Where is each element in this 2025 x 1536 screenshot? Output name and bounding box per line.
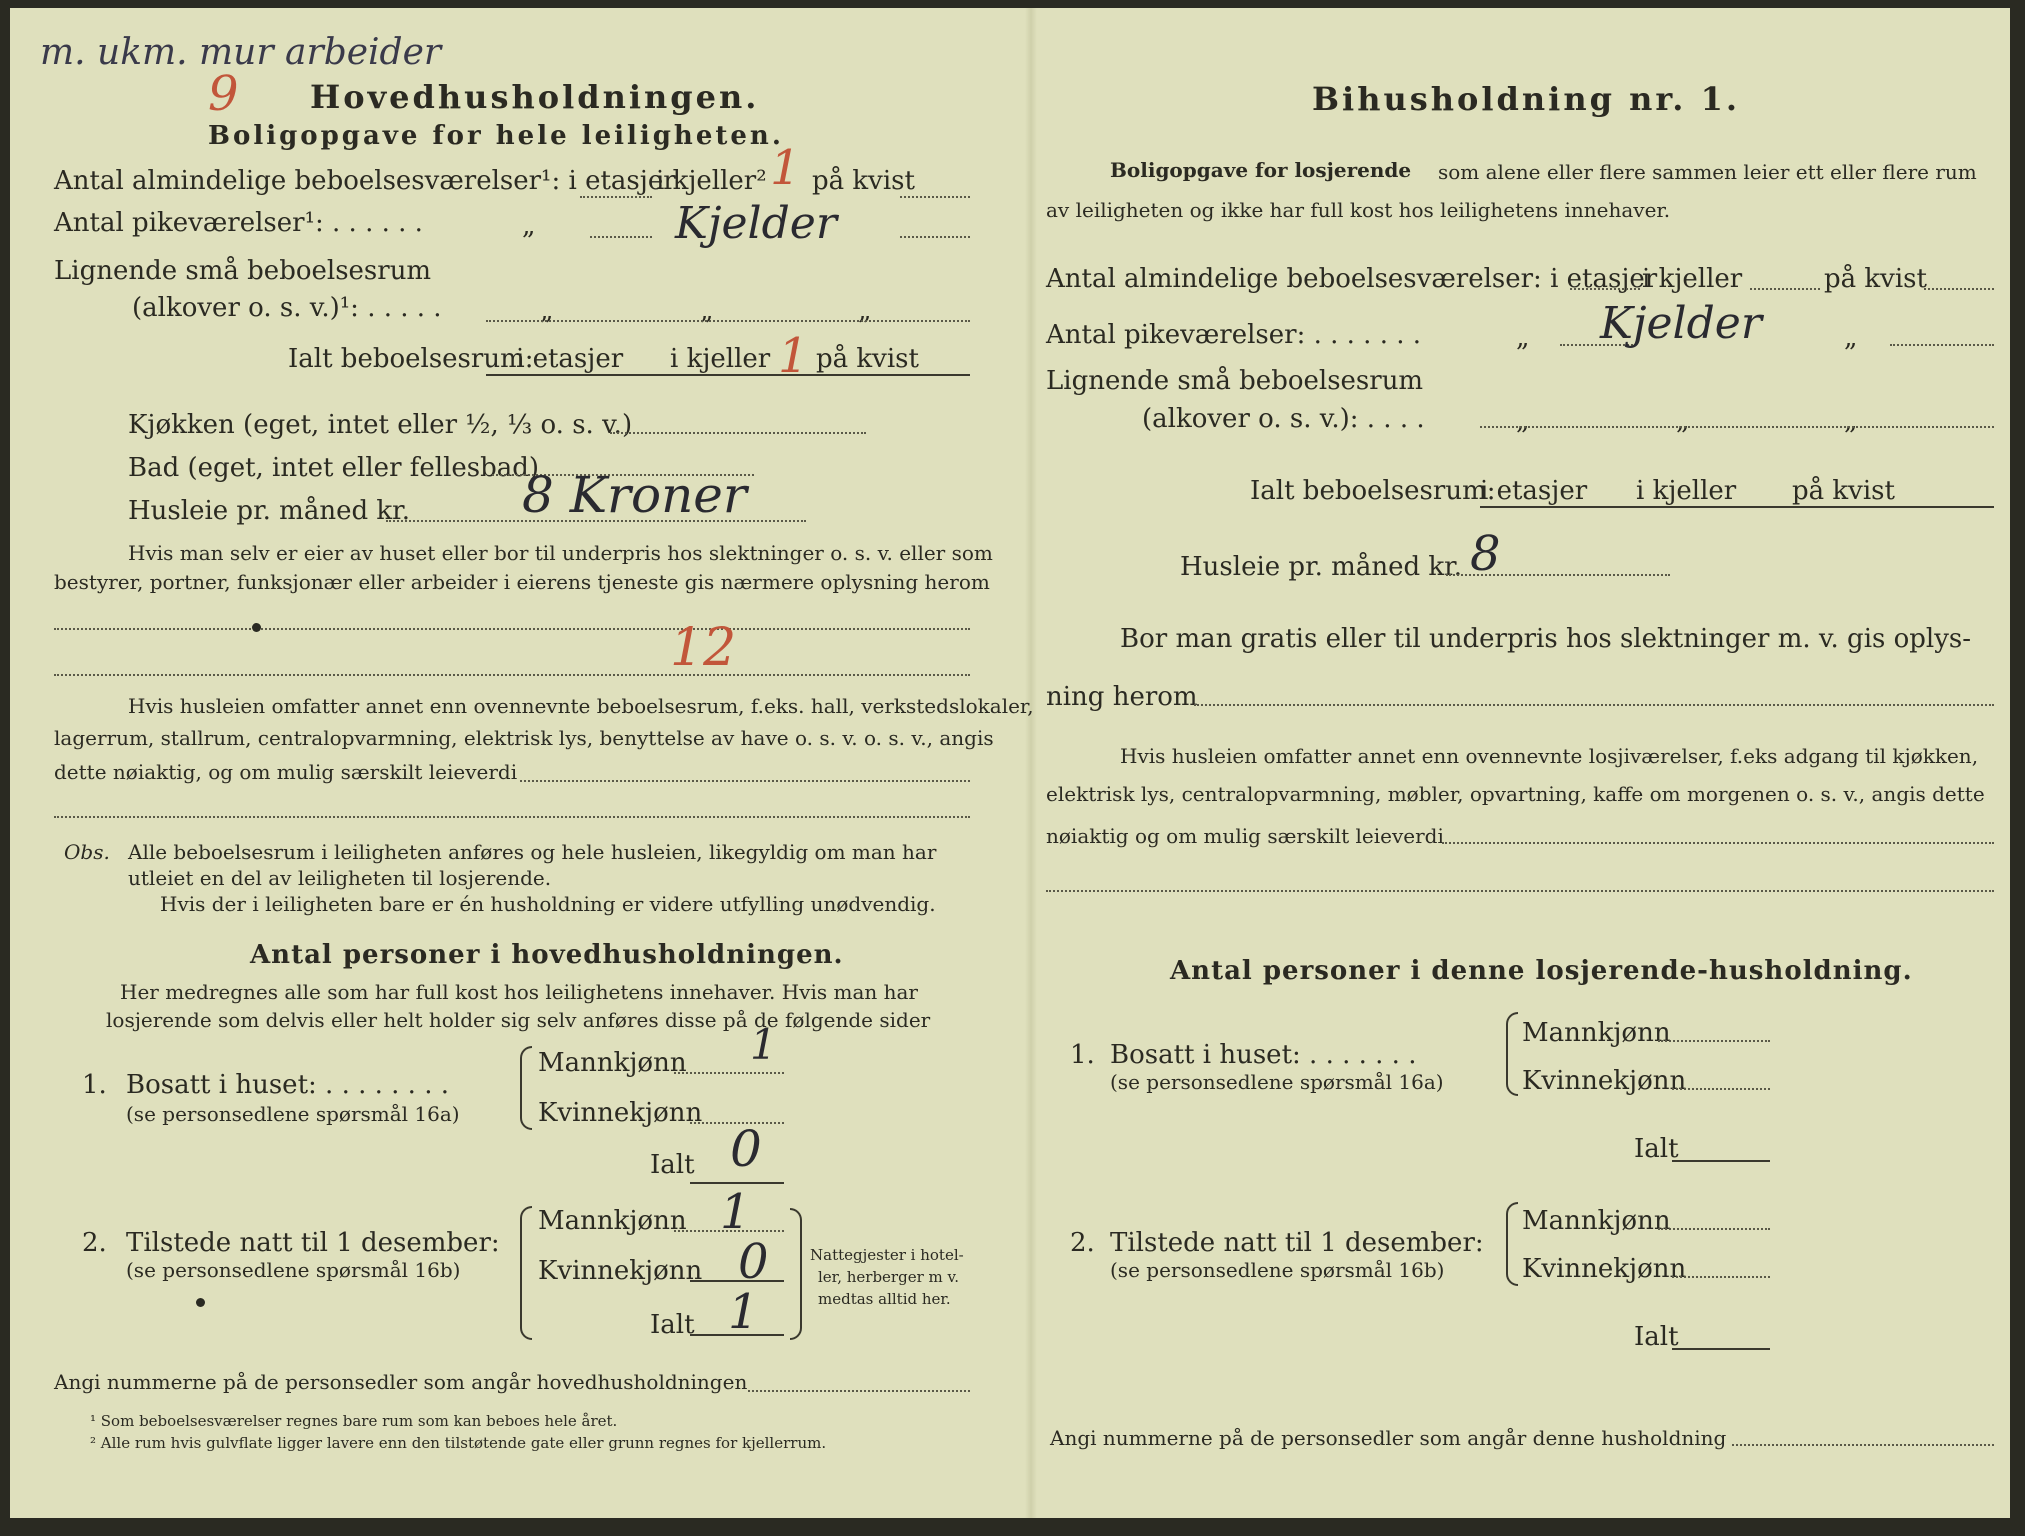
left-rent-includes-field-2[interactable]	[54, 816, 970, 818]
left-rent-value: 8 Kroner	[522, 466, 747, 524]
left-owner-note-line2: bestyrer, portner, funksjonær eller arbeider i eierens tjeneste gis nærmere oplysning herom	[54, 570, 990, 594]
left-owner-field-1[interactable]	[54, 628, 970, 630]
left-persons-note-line2: losjerende som delvis eller helt holder sig selv anføres disse på de følgende sider	[106, 1008, 931, 1032]
right-q2-female-field[interactable]	[1672, 1276, 1770, 1278]
right-q1-total-field[interactable]	[1672, 1160, 1770, 1162]
right-intro-line1: som alene eller flere sammen leier ett eller flere rum	[1438, 160, 1977, 184]
right-rooms-etasjer-field[interactable]	[1570, 288, 1640, 290]
right-title: Bihusholdning nr. 1.	[1312, 80, 1740, 118]
left-total-kjeller-value: 1	[778, 328, 809, 384]
left-q2-male-label: Mannkjønn	[538, 1206, 687, 1236]
left-rent-label: Husleie pr. måned kr.	[128, 496, 410, 526]
ditto-mark: „	[1844, 406, 1858, 436]
right-alkover-field[interactable]	[1480, 426, 1994, 428]
right-angi-label: Angi nummerne på de personsedler som angår denne husholdning	[1050, 1426, 1727, 1450]
right-small-rooms-label: Lignende små beboelsesrum	[1046, 366, 1424, 396]
left-small-rooms-label: Lignende små beboelsesrum	[54, 256, 432, 286]
left-rent-includes-line3: dette nøiaktig, og om mulig særskilt leieverdi	[54, 760, 518, 784]
ditto-mark: „	[1516, 323, 1530, 353]
right-q2-total-label: Ialt	[1634, 1322, 1679, 1352]
left-q1-total-label: Ialt	[650, 1150, 695, 1180]
ditto-mark: „	[1844, 323, 1858, 353]
right-rent-includes-line1: Hvis husleien omfatter annet enn ovennevnte losjiværelser, f.eks adgang til kjøkken,	[1120, 744, 1979, 768]
nattegjester-line3: medtas alltid her.	[818, 1290, 951, 1308]
right-rooms-kvist-label: på kvist	[1824, 264, 1927, 294]
right-rent-includes-field-1[interactable]	[1442, 842, 1994, 844]
left-q1-male-label: Mannkjønn	[538, 1048, 687, 1078]
right-persons-title: Antal personer i denne losjerende-husholdning.	[1170, 956, 1913, 986]
right-q2-sub: (se personsedlene spørsmål 16b)	[1110, 1258, 1445, 1282]
left-title: Hovedhusholdningen.	[310, 78, 760, 116]
left-owner-note-line1: Hvis man selv er eier av huset eller bor til underpris hos slektninger o. s. v. eller som	[128, 541, 993, 565]
right-q2-male-label: Mannkjønn	[1522, 1206, 1671, 1236]
left-bath-label: Bad (eget, intet eller fellesbad)	[128, 453, 540, 483]
obs-line3: Hvis der i leiligheten bare er én husholdning er videre utfylling unødvendig.	[160, 892, 936, 916]
right-rooms-kjeller-label: i kjeller	[1642, 264, 1743, 294]
right-q1-number: 1.	[1070, 1040, 1095, 1070]
right-free-field[interactable]	[1194, 704, 1994, 706]
footnote-2: ² Alle rum hvis gulvflate ligger lavere enn den tilstøtende gate eller grunn regnes for kjellerrum.	[90, 1434, 827, 1452]
left-persons-note-line1: Her medregnes alle som har full kost hos leilighetens innehaver. Hvis man har	[120, 980, 918, 1004]
left-kitchen-label: Kjøkken (eget, intet eller ½, ⅓ o. s. v.)	[128, 410, 633, 440]
right-q2-total-field[interactable]	[1672, 1348, 1770, 1350]
right-rent-includes-line2: elektrisk lys, centralopvarmning, møbler, opvartning, kaffe om morgenen o. s. v., angis dette	[1046, 782, 1985, 806]
ditto-mark: „	[700, 296, 714, 326]
right-maid-kvist-field[interactable]	[1890, 344, 1994, 346]
obs-line1: Alle beboelsesrum i leiligheten anføres og hele husleien, likegyldig om man har	[128, 840, 937, 864]
left-total-etasjer-label: i etasjer	[516, 344, 624, 374]
left-total-rooms-label: Ialt beboelsesrum:	[288, 344, 534, 374]
right-q2-number: 2.	[1070, 1228, 1095, 1258]
left-subtitle: Boligopgave for hele leiligheten.	[208, 121, 784, 151]
ditto-mark: „	[1676, 406, 1690, 436]
right-maid-rooms-label: Antal pikeværelser: . . . . . . .	[1046, 320, 1422, 350]
left-total-kvist-label: på kvist	[816, 344, 919, 374]
handwritten-number-twelve: 12	[670, 618, 737, 678]
right-rent-value: 8	[1470, 526, 1501, 582]
right-rent-includes-line3: nøiaktig og om mulig særskilt leieverdi	[1046, 824, 1444, 848]
left-rooms-kjeller-value: 1	[770, 140, 801, 196]
left-q1-brace	[520, 1046, 532, 1130]
right-total-rooms-field[interactable]	[1480, 506, 1994, 508]
right-q1-total-label: Ialt	[1634, 1134, 1679, 1164]
left-rooms-kvist-field[interactable]	[900, 196, 970, 198]
left-q2-female-value: 0	[738, 1234, 769, 1290]
left-maid-rooms-label: Antal pikeværelser¹: . . . . . .	[54, 208, 423, 238]
left-maid-kjeller-value: Kjelder	[675, 198, 837, 249]
right-rooms-kjeller-field[interactable]	[1750, 288, 1820, 290]
left-total-kjeller-label: i kjeller	[670, 344, 771, 374]
left-q2-male-field[interactable]	[674, 1230, 784, 1232]
right-q2-brace	[1506, 1202, 1518, 1286]
right-rent-label: Husleie pr. måned kr.	[1180, 552, 1462, 582]
right-rent-includes-field-2[interactable]	[1046, 890, 1994, 892]
right-q1-label: Bosatt i huset: . . . . . . .	[1110, 1040, 1417, 1070]
right-q2-male-field[interactable]	[1658, 1228, 1770, 1230]
left-q1-female-label: Kvinnekjønn	[538, 1098, 703, 1128]
left-rooms-kvist-label: på kvist	[812, 166, 915, 196]
left-q2-total-label: Ialt	[650, 1310, 695, 1340]
right-q1-male-field[interactable]	[1658, 1040, 1770, 1042]
right-q1-female-field[interactable]	[1672, 1088, 1770, 1090]
right-q1-sub: (se personsedlene spørsmål 16a)	[1110, 1070, 1444, 1094]
left-q2-male-value: 1	[720, 1184, 751, 1240]
right-free-line1: Bor man gratis eller til underpris hos slektninger m. v. gis oplys-	[1120, 624, 1972, 654]
nattegjester-brace	[790, 1208, 802, 1340]
left-q2-female-field[interactable]	[690, 1280, 784, 1282]
left-q1-number: 1.	[82, 1070, 107, 1100]
right-q1-male-label: Mannkjønn	[1522, 1018, 1671, 1048]
left-alkover-field[interactable]	[486, 320, 970, 322]
handwritten-note-top: m. ukm. mur arbeider	[40, 32, 442, 73]
left-rent-includes-line1: Hvis husleien omfatter annet enn ovennevnte beboelsesrum, f.eks. hall, verkstedslokaler,	[128, 694, 1034, 718]
right-total-rooms-label: Ialt beboelsesrum:	[1250, 476, 1496, 506]
ink-spot	[252, 623, 261, 632]
left-owner-field-2[interactable]	[54, 674, 970, 676]
ditto-mark: „	[858, 296, 872, 326]
left-rooms-etasjer-field[interactable]	[580, 196, 652, 198]
ditto-mark: „	[1516, 406, 1530, 436]
ditto-mark: „	[540, 296, 554, 326]
left-rooms-kjeller-label: i kjeller²	[656, 166, 767, 196]
right-rent-field[interactable]	[1446, 574, 1670, 576]
left-total-rooms-field[interactable]	[486, 374, 970, 376]
right-q2-label: Tilstede natt til 1 desember:	[1110, 1228, 1484, 1258]
left-q2-brace	[520, 1206, 532, 1340]
right-q1-female-label: Kvinnekjønn	[1522, 1066, 1687, 1096]
left-q2-sub: (se personsedlene spørsmål 16b)	[126, 1258, 461, 1282]
census-form-sheet	[10, 8, 2010, 1518]
left-q2-label: Tilstede natt til 1 desember:	[126, 1228, 500, 1258]
nattegjester-line1: Nattegjester i hotel-	[810, 1246, 964, 1264]
left-kitchen-field[interactable]	[610, 432, 866, 434]
left-q1-label: Bosatt i huset: . . . . . . . .	[126, 1070, 450, 1100]
right-rooms-label: Antal almindelige beboelsesværelser: i etasjer	[1046, 264, 1658, 294]
left-q2-number: 2.	[82, 1228, 107, 1258]
right-alkover-label: (alkover o. s. v.): . . . .	[1142, 404, 1425, 434]
nattegjester-line2: ler, herberger m v.	[818, 1268, 959, 1286]
left-q1-male-field[interactable]	[674, 1072, 784, 1074]
right-total-kjeller-label: i kjeller	[1636, 476, 1737, 506]
right-rooms-kvist-field[interactable]	[1924, 288, 1994, 290]
left-q1-sub: (se personsedlene spørsmål 16a)	[126, 1102, 460, 1126]
page-fold	[1025, 8, 1037, 1518]
left-rooms-label: Antal almindelige beboelsesværelser¹: i etasjer	[54, 166, 676, 196]
right-intro-line2: av leiligheten og ikke har full kost hos leilighetens innehaver.	[1046, 198, 1671, 222]
left-q2-total-value: 1	[728, 1284, 759, 1340]
right-intro-bold: Boligopgave for losjerende	[1110, 158, 1412, 182]
right-angi-field[interactable]	[1732, 1444, 1994, 1446]
obs-line2: utleiet en del av leiligheten til losjerende.	[128, 866, 552, 890]
left-q1-male-value: 1	[750, 1020, 777, 1069]
left-angi-field[interactable]	[748, 1390, 970, 1392]
obs-label: Obs.	[64, 840, 110, 864]
right-maid-kjeller-value: Kjelder	[1600, 298, 1762, 349]
footnote-1: ¹ Som beboelsesværelser regnes bare rum som kan beboes hele året.	[90, 1412, 618, 1430]
left-rent-field[interactable]	[386, 520, 806, 522]
right-q1-brace	[1506, 1012, 1518, 1096]
left-q1-total-value: 0	[730, 1120, 762, 1178]
right-free-line2: ning herom	[1046, 682, 1198, 712]
right-q2-female-label: Kvinnekjønn	[1522, 1254, 1687, 1284]
left-q2-total-field[interactable]	[690, 1334, 784, 1336]
left-rent-includes-field-1[interactable]	[520, 780, 970, 782]
left-alkover-label: (alkover o. s. v.)¹: . . . . .	[132, 293, 442, 323]
right-total-kvist-label: på kvist	[1792, 476, 1895, 506]
left-persons-title: Antal personer i hovedhusholdningen.	[250, 940, 844, 970]
right-total-etasjer-label: i etasjer	[1480, 476, 1588, 506]
left-q2-female-label: Kvinnekjønn	[538, 1256, 703, 1286]
left-angi-label: Angi nummerne på de personsedler som angår hovedhusholdningen	[54, 1370, 748, 1394]
ink-spot	[196, 1298, 205, 1307]
handwritten-number-nine: 9	[208, 66, 239, 122]
left-maid-kvist-field[interactable]	[900, 236, 970, 238]
left-rent-includes-line2: lagerrum, stallrum, centralopvarmning, elektrisk lys, benyttelse av have o. s. v. o. s. v., angis	[54, 726, 994, 750]
ditto-mark: „	[522, 211, 536, 241]
left-maid-etasjer-field[interactable]	[590, 236, 652, 238]
